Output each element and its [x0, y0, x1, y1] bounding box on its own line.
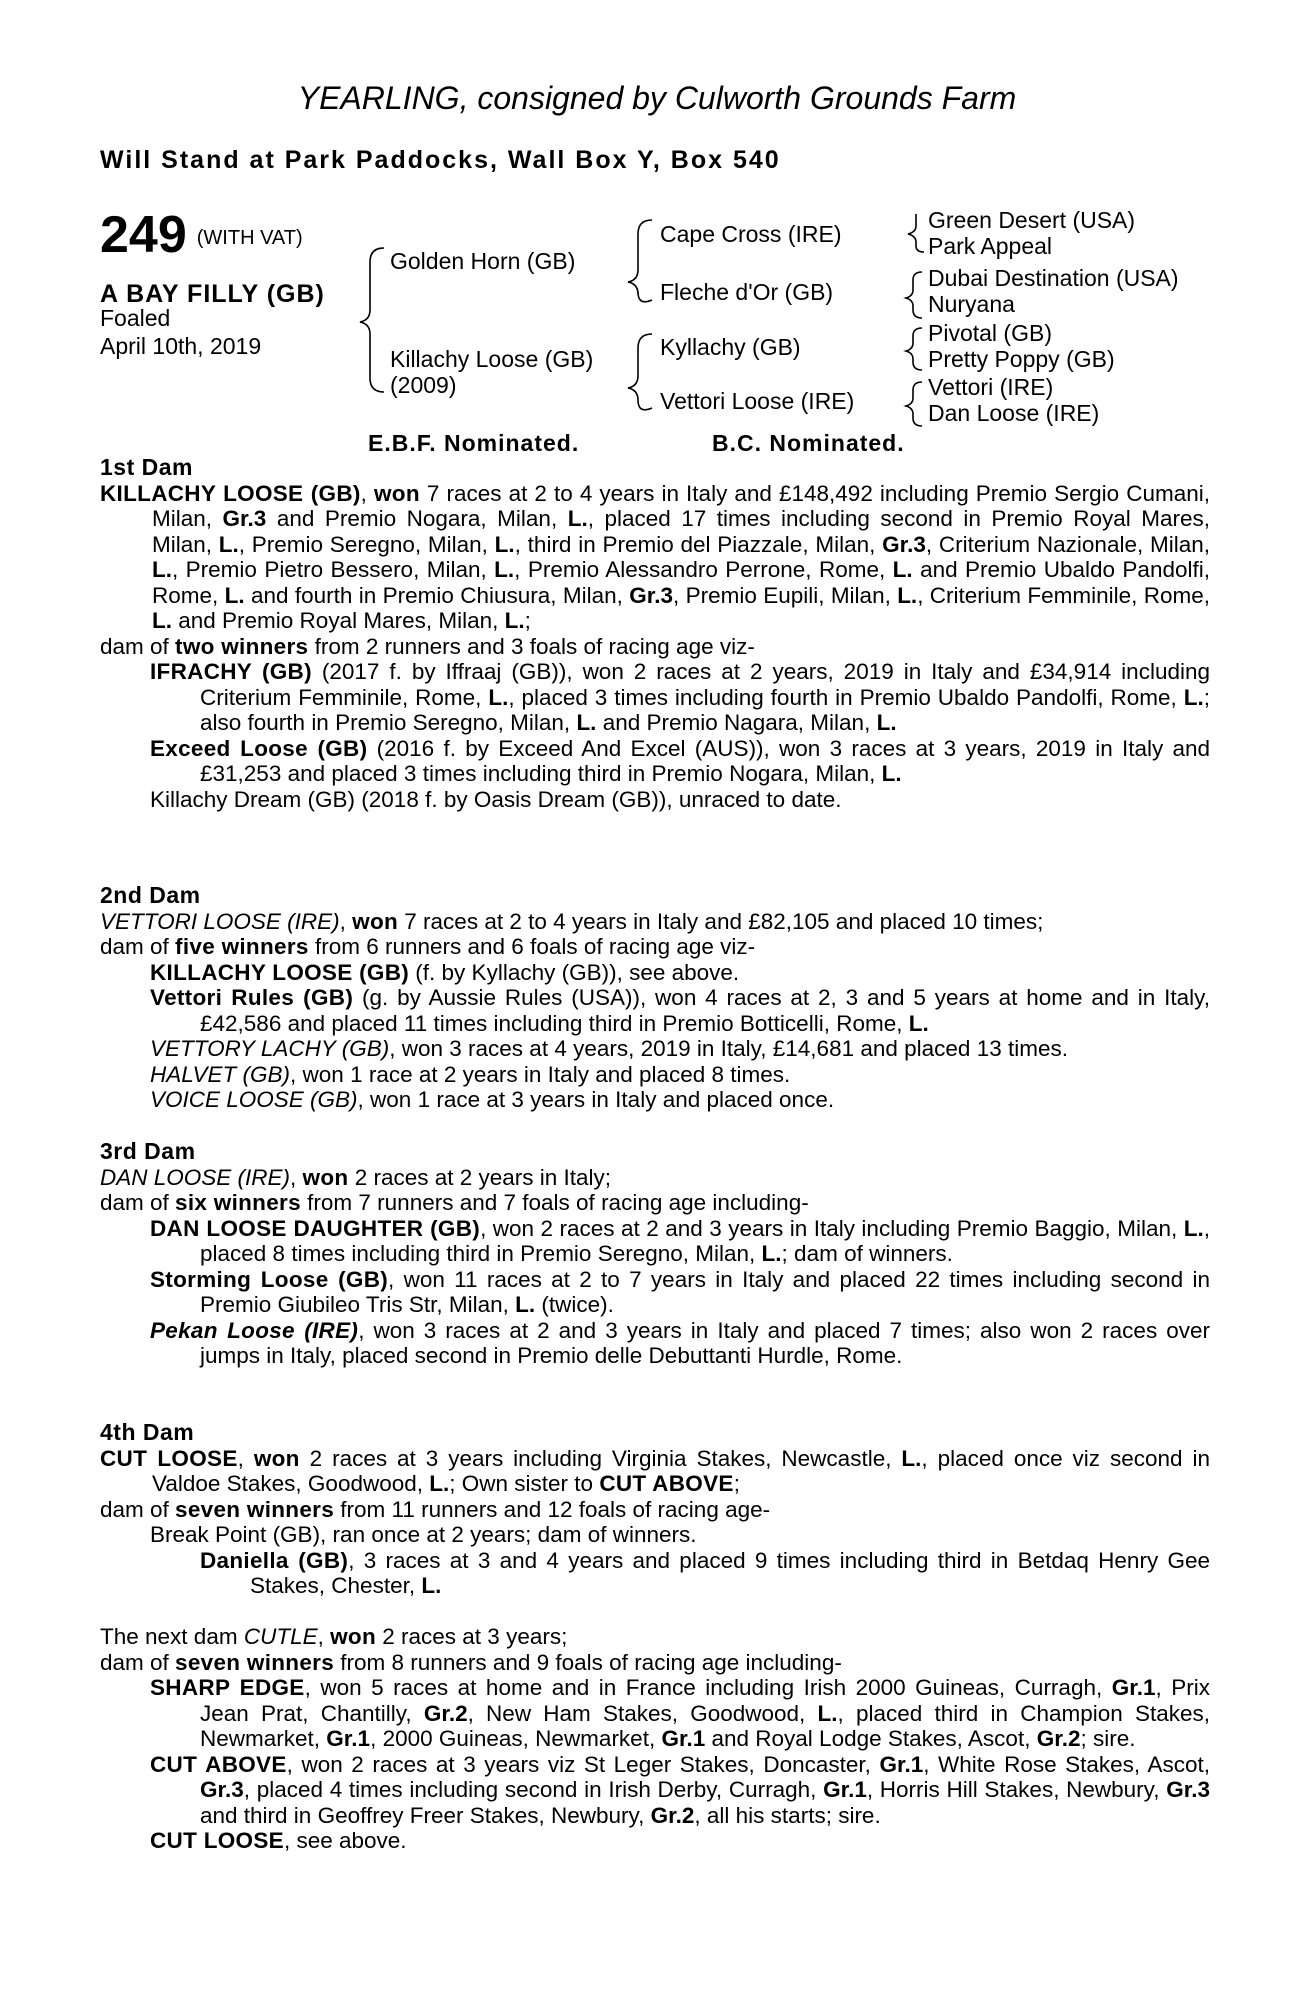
pedigree-dam-sire: Kyllachy (GB)	[660, 334, 801, 360]
produce-entry: Killachy Dream (GB) (2018 f. by Oasis Dream (GB)), unraced to date.	[150, 786, 842, 812]
produce-entry: Exceed Loose (GB) (2016 f. by Exceed And Excel (AUS)), won 3 races at 3 years, 2019 in Italy and £31,253 and placed 3 times including third in Premio Nogara, Milan, L.	[150, 735, 1211, 786]
produce-entry: Break Point (GB), ran once at 2 years; dam of winners.	[150, 1522, 697, 1547]
pedigree-g6: Pretty Poppy (GB)	[928, 346, 1115, 372]
second-dam-section	[100, 883, 1210, 1113]
pedigree-sire-sire: Cape Cross (IRE)	[660, 221, 842, 247]
produce-entry: CUT LOOSE, see above.	[150, 1828, 407, 1853]
produce-entry: CUT ABOVE, won 2 races at 3 years viz St Leger Stakes, Doncaster, Gr.1, White Rose Stakes, Ascot, Gr.3, placed 4 times including second in Irish Derby, Curragh, Gr.1, Horris Hill Stakes, Newbury, Gr.3 and third in Geoffrey Freer Stakes, Newbury, Gr.2, all his starts; sire.	[150, 1751, 1210, 1828]
pedigree-dam: Killachy Loose (GB)	[390, 346, 594, 372]
pedigree-g8: Dan Loose (IRE)	[928, 400, 1100, 426]
produce-entry: HALVET (GB), won 1 race at 2 years in Italy and placed 8 times.	[150, 1061, 791, 1087]
pedigree-g5: Pivotal (GB)	[928, 320, 1052, 346]
lot-title: A BAY FILLY (GB)	[100, 280, 325, 308]
produce-entry: SHARP EDGE, won 5 races at home and in France including Irish 2000 Guineas, Curragh, Gr.1, Prix Jean Prat, Chantilly, Gr.2, New Ham Stakes, Goodwood, L., placed third in Champion Stakes, Newmarket, Gr.1, 2000 Guineas, Newmarket, Gr.1 and Royal Lodge Stakes, Ascot, Gr.2; sire.	[150, 1675, 1211, 1751]
pedigree-dam-dam: Vettori Loose (IRE)	[660, 388, 855, 414]
first-dam-section	[100, 455, 1210, 812]
pedigree-g3: Dubai Destination (USA)	[928, 265, 1179, 291]
third-dam-section	[100, 1139, 1210, 1369]
catalogue-header: YEARLING, consigned by Culworth Grounds Farm	[297, 80, 1017, 116]
fourth-dam-produce-summary: dam of seven winners from 11 runners and 12 foals of racing age-	[100, 1496, 771, 1522]
produce-entry: VOICE LOOSE (GB), won 1 race at 3 years in Italy and placed once.	[150, 1087, 835, 1112]
vat-note: (WITH VAT)	[196, 226, 303, 249]
next-dam-produce-summary: dam of seven winners from 8 runners and 9 foals of racing age including-	[100, 1649, 842, 1675]
second-dam-produce-summary: dam of five winners from 6 runners and 6 foals of racing age viz-	[100, 934, 756, 959]
first-dam-heading: 1st Dam	[100, 454, 193, 480]
pedigree-g7: Vettori (IRE)	[928, 374, 1054, 400]
third-dam-heading: 3rd Dam	[100, 1138, 196, 1164]
produce-entry: Vettori Rules (GB) (g. by Aussie Rules (USA)), won 4 races at 2, 3 and 5 years at home and in Italy, £42,586 and placed 11 times including third in Premio Botticelli, Rome, L.	[150, 985, 1210, 1036]
next-dam-section	[100, 1624, 1210, 1854]
produce-entry: VETTORY LACHY (GB), won 3 races at 4 years, 2019 in Italy, £14,681 and placed 13 times.	[150, 1036, 1068, 1061]
next-dam-record: The next dam CUTLE, won 2 races at 3 years;	[100, 1624, 568, 1649]
ebf-nominated: E.B.F. Nominated.	[368, 430, 580, 456]
pedigree-g2: Park Appeal	[928, 233, 1053, 259]
fourth-dam-record: CUT LOOSE, won 2 races at 3 years including Virginia Stakes, Newcastle, L., placed once viz second in Valdoe Stakes, Goodwood, L.; Own sister to CUT ABOVE;	[100, 1445, 1210, 1496]
produce-entry: Daniella (GB), 3 races at 3 and 4 years and placed 9 times including third in Betdaq Henry Gee Stakes, Chester, L.	[200, 1547, 1210, 1598]
first-dam-record: KILLACHY LOOSE (GB), won 7 races at 2 to 4 years in Italy and £148,492 including Premio Sergio Cumani, Milan, Gr.3 and Premio Nogara, Milan, L., placed 17 times including second in Premio Royal Mares, Milan, L., Premio Seregno, Milan, L., third in Premio del Piazzale, Milan, Gr.3, Criterium Nazionale, Milan, L., Premio Pietro Bessero, Milan, L., Premio Alessandro Perrone, Rome, L. and Premio Ubaldo Pandolfi, Rome, L. and fourth in Premio Chiusura, Milan, Gr.3, Premio Eupili, Milan, L., Criterium Femminile, Rome, L. and Premio Royal Mares, Milan, L.;	[100, 480, 1211, 633]
produce-entry: IFRACHY (GB) (2017 f. by Iffraaj (GB)), won 2 races at 2 years, 2019 in Italy and £34,914 including Criterium Femminile, Rome, L., placed 3 times including fourth in Premio Ubaldo Pandolfi, Rome, L.; also fourth in Premio Seregno, Milan, L. and Premio Nagara, Milan, L.	[150, 659, 1210, 735]
second-dam-heading: 2nd Dam	[100, 882, 201, 908]
produce-entry: Storming Loose (GB), won 11 races at 2 to 7 years in Italy and placed 22 times including second in Premio Giubileo Tris Str, Milan, L. (twice).	[150, 1266, 1210, 1317]
stand-location: Will Stand at Park Paddocks, Wall Box Y, Box 540	[100, 146, 781, 174]
fourth-dam-heading: 4th Dam	[100, 1419, 195, 1445]
produce-entry: KILLACHY LOOSE (GB) (f. by Kyllachy (GB)), see above.	[150, 959, 740, 985]
lot-number-value: 249	[100, 206, 187, 264]
third-dam-produce-summary: dam of six winners from 7 runners and 7 foals of racing age including-	[100, 1190, 809, 1215]
first-dam-produce-summary: dam of two winners from 2 runners and 3 foals of racing age viz-	[100, 633, 755, 659]
fourth-dam-section	[100, 1420, 1210, 1599]
foaled-label: Foaled	[100, 305, 171, 331]
pedigree-sire: Golden Horn (GB)	[390, 248, 576, 274]
produce-entry: Pekan Loose (IRE), won 3 races at 2 and 3 years in Italy and placed 7 times; also won 2 races over jumps in Italy, placed second in Premio delle Debuttanti Hurdle, Rome.	[150, 1317, 1210, 1368]
pedigree-g1: Green Desert (USA)	[928, 207, 1136, 233]
pedigree-dam-year: (2009)	[390, 372, 457, 398]
foaled-date: April 10th, 2019	[100, 333, 262, 359]
bc-nominated: B.C. Nominated.	[712, 430, 905, 456]
second-dam-record: VETTORI LOOSE (IRE), won 7 races at 2 to 4 years in Italy and £82,105 and placed 10 times;	[100, 908, 1044, 934]
pedigree-sire-dam: Fleche d'Or (GB)	[660, 279, 834, 305]
third-dam-record: DAN LOOSE (IRE), won 2 races at 2 years in Italy;	[100, 1164, 612, 1190]
pedigree-g4: Nuryana	[928, 291, 1015, 317]
produce-entry: DAN LOOSE DAUGHTER (GB), won 2 races at 2 and 3 years in Italy including Premio Baggio, Milan, L., placed 8 times including third in Premio Seregno, Milan, L.; dam of winners.	[150, 1215, 1210, 1266]
